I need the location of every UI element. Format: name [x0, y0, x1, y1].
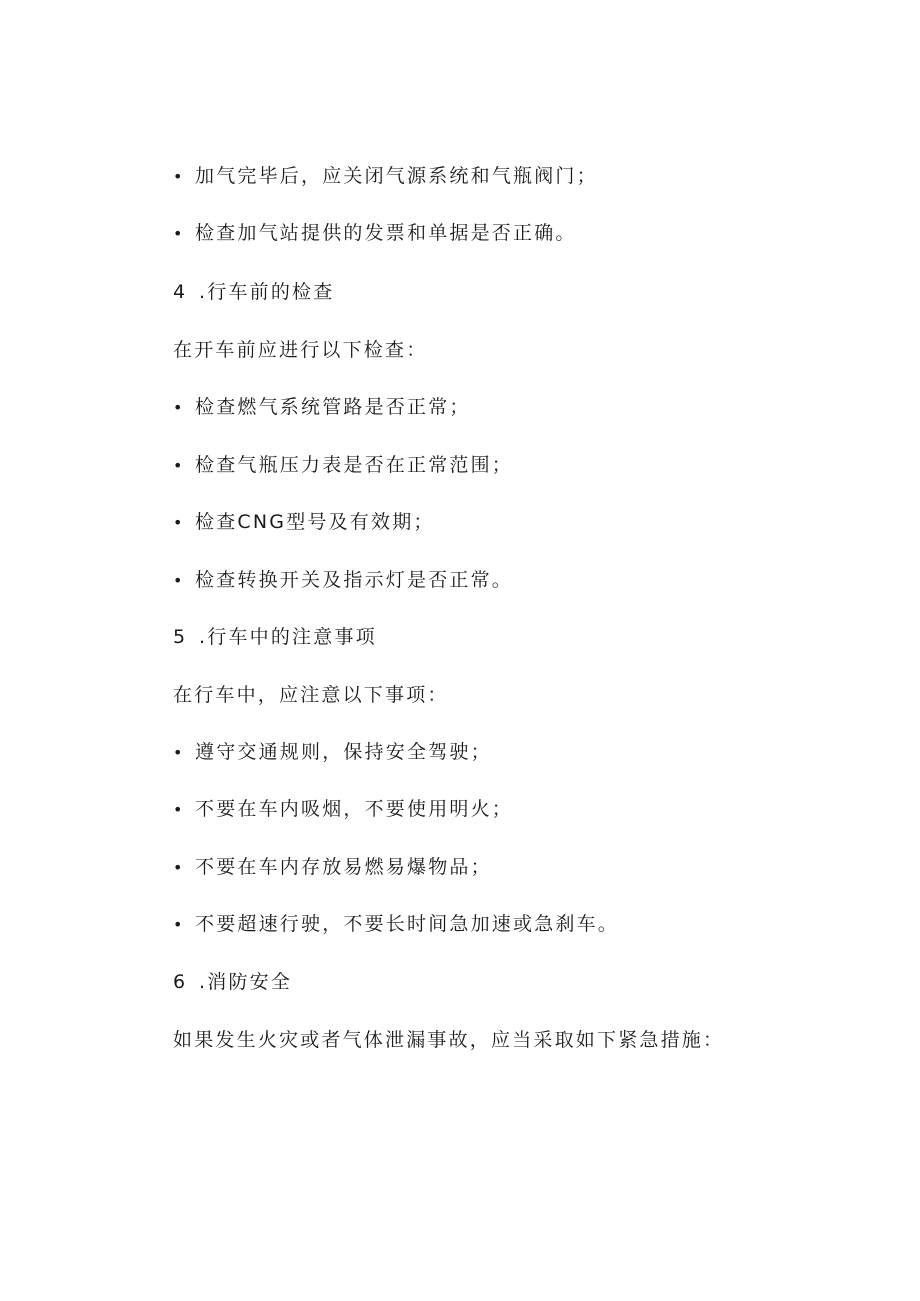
- bullet-text: 检查转换开关及指示灯是否正常。: [195, 569, 514, 591]
- bullet-marker: •: [173, 915, 185, 934]
- bullet-item: [173, 510, 435, 535]
- bullet-text: 检查燃气系统管路是否正常；: [195, 396, 471, 418]
- section-heading: [173, 280, 334, 304]
- bullet-text: 检查气瓶压力表是否在正常范围；: [195, 454, 514, 476]
- section-number: 4: [173, 281, 188, 303]
- bullet-marker: •: [173, 224, 185, 243]
- bullet-marker: •: [173, 571, 185, 590]
- bullet-marker: •: [173, 743, 185, 762]
- section-title: .行车前的检查: [199, 281, 335, 303]
- paragraph: [173, 338, 427, 362]
- bullet-text: 不要超速行驶，不要长时间急加速或急刹车。: [195, 913, 620, 935]
- bullet-marker: •: [173, 456, 185, 475]
- bullet-text: 检查CNG型号及有效期；: [195, 511, 435, 533]
- section-heading: [173, 970, 292, 994]
- bullet-item: [173, 453, 513, 478]
- bullet-marker: •: [173, 167, 185, 186]
- bullet-marker: •: [173, 800, 185, 819]
- paragraph: [173, 1028, 724, 1052]
- bullet-item: [173, 855, 492, 880]
- bullet-text: 不要在车内吸烟，不要使用明火；: [195, 798, 514, 820]
- bullet-item: [173, 912, 619, 937]
- section-title: .行车中的注意事项: [199, 626, 377, 648]
- bullet-item: [173, 164, 598, 189]
- bullet-text: 检查加气站提供的发票和单据是否正确。: [195, 222, 577, 244]
- bullet-text: 不要在车内存放易燃易爆物品；: [195, 856, 492, 878]
- bullet-marker: •: [173, 513, 185, 532]
- bullet-marker: •: [173, 858, 185, 877]
- paragraph-text: 如果发生火灾或者气体泄漏事故，应当采取如下紧急措施：: [173, 1029, 725, 1051]
- bullet-item: [173, 395, 471, 420]
- bullet-item: [173, 797, 513, 822]
- section-number: 5: [173, 626, 188, 648]
- section-heading: [173, 625, 377, 649]
- section-title: .消防安全: [199, 971, 293, 993]
- paragraph: [173, 683, 449, 707]
- paragraph-text: 在行车中，应注意以下事项：: [173, 684, 449, 706]
- bullet-text: 加气完毕后，应关闭气源系统和气瓶阀门；: [195, 165, 598, 187]
- bullet-item: [173, 221, 577, 246]
- bullet-marker: •: [173, 398, 185, 417]
- bullet-item: [173, 568, 513, 593]
- bullet-item: [173, 740, 492, 765]
- section-number: 6: [173, 971, 188, 993]
- paragraph-text: 在开车前应进行以下检查：: [173, 339, 428, 361]
- bullet-text: 遵守交通规则，保持安全驾驶；: [195, 741, 492, 763]
